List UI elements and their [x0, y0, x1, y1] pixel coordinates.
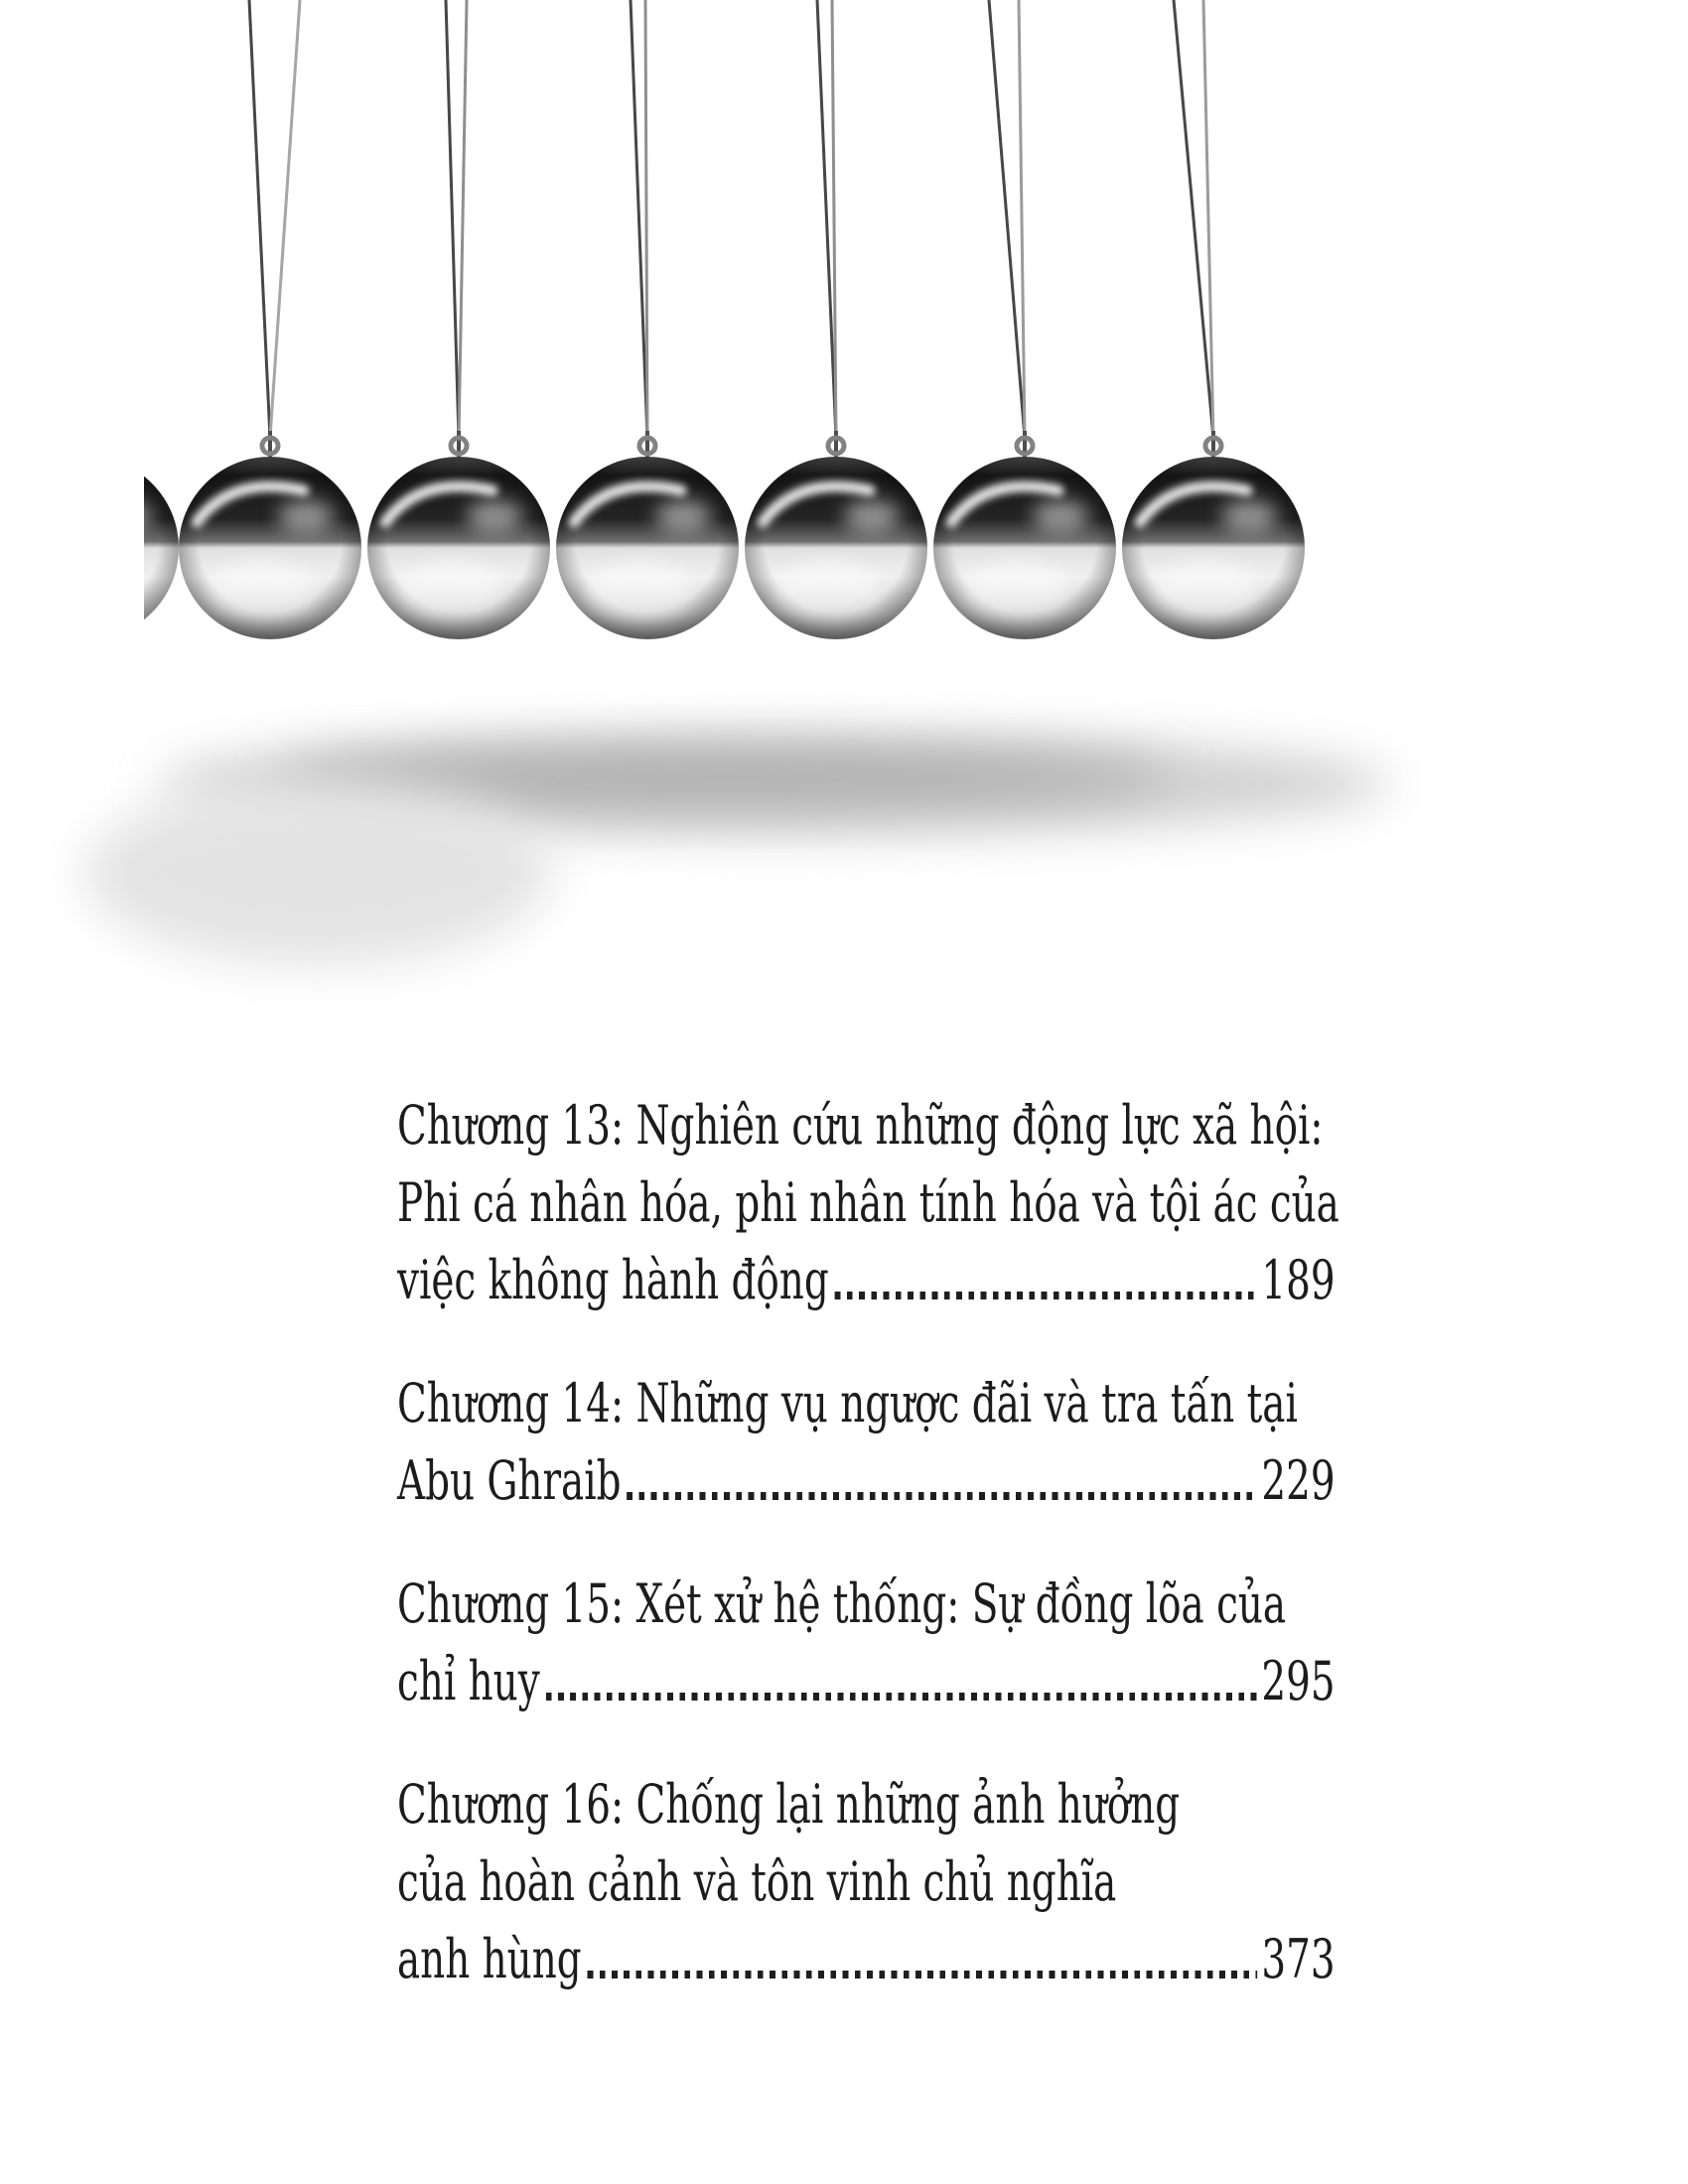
cradle-ball [1122, 431, 1305, 639]
dotted-leader [587, 1971, 1257, 1979]
toc-entry-line: Chương 14: Những vụ ngược đãi và tra tấn tại [397, 1372, 1298, 1434]
dotted-leader [545, 1693, 1257, 1701]
toc-entry-line: của hoàn cảnh và tôn vinh chủ nghĩa [397, 1850, 1117, 1913]
toc-page-number: 373 [1261, 1928, 1336, 1990]
toc-entry-chuong-14 [397, 1365, 1336, 1520]
cradle-strings [249, 0, 1213, 438]
toc-entry-line: Chương 16: Chống lại những ảnh hưởng [397, 1773, 1181, 1836]
cradle-ball [367, 431, 550, 639]
toc-entry-line: Phi cá nhân hóa, phi nhân tính hóa và tội ác của [397, 1171, 1339, 1234]
toc-entry-line: Chương 13: Nghiên cứu những động lực xã hội: [397, 1094, 1324, 1157]
toc-page-number: 189 [1261, 1249, 1336, 1311]
toc-entry-leader-line [397, 1921, 1336, 1998]
dotted-leader [834, 1292, 1257, 1299]
toc-entry-chuong-13 [397, 1087, 1339, 1319]
newtons-cradle-illustration [0, 0, 1688, 1013]
cradle-balls [0, 431, 1305, 639]
toc-entry-leader-line [397, 1643, 1336, 1720]
toc-page-number: 229 [1261, 1449, 1336, 1512]
dotted-leader [627, 1492, 1257, 1500]
table-of-contents [397, 1087, 1339, 2044]
toc-entry-chuong-16 [397, 1766, 1336, 1998]
cradle-ball [556, 431, 739, 639]
toc-entry-leader-line [397, 1442, 1336, 1520]
toc-entry-leader-line [397, 1242, 1336, 1319]
toc-entry-line: chỉ huy [397, 1650, 540, 1712]
toc-page-number: 295 [1261, 1650, 1336, 1712]
toc-entry-chuong-15 [397, 1566, 1336, 1720]
cradle-ball [745, 431, 927, 639]
toc-entry-line: việc không hành động [397, 1249, 829, 1311]
cradle-ball [933, 431, 1116, 639]
toc-entry-line: Abu Ghraib [397, 1449, 622, 1512]
cradle-shadow [84, 735, 1390, 965]
cradle-ball [179, 431, 361, 639]
toc-entry-line: Chương 15: Xét xử hệ thống: Sự đồng lõa của [397, 1572, 1287, 1635]
toc-entry-line: anh hùng [397, 1928, 582, 1990]
cradle-ball-partial [0, 431, 179, 639]
